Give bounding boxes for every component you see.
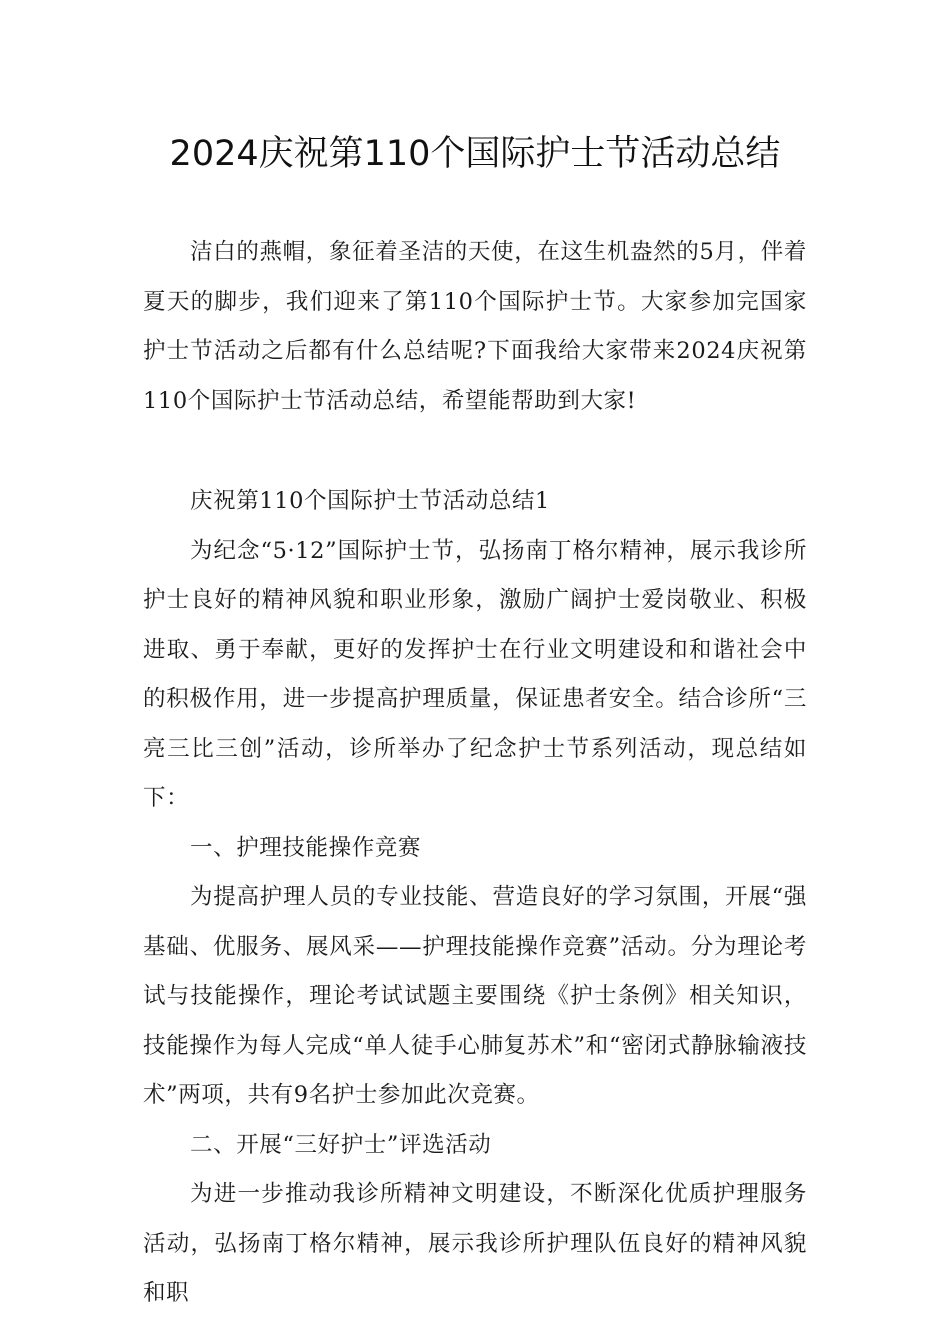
intro-paragraph: 洁白的燕帽，象征着圣洁的天使，在这生机盎然的5月，伴着夏天的脚步，我们迎来了第110个国际护士节。大家参加完国家护士节活动之后都有什么总结呢?下面我给大家带来2024庆祝第110个国际护士节活动总结，希望能帮助到大家! <box>143 239 807 414</box>
subsection-heading: 二、开展“三好护士”评选活动 <box>190 1131 492 1158</box>
body-paragraph: 为纪念“5·12”国际护士节，弘扬南丁格尔精神，展示我诊所护士良好的精神风貌和职业形象，激励广阔护士爱岗敬业、积极进取、勇于奉献，更好的发挥护士在行业文明建设和和谐社会中的积极作用，进一步提高护理质量，保证患者安全。结合诊所“三亮三比三创”活动，诊所举办了纪念护士节系列活动，现总结如下： <box>143 537 807 811</box>
section-spacer <box>143 426 807 477</box>
subsection-heading: 一、护理技能操作竞赛 <box>190 834 422 861</box>
section-heading: 庆祝第110个国际护士节活动总结1 <box>190 488 550 514</box>
body-paragraph: 为进一步推动我诊所精神文明建设，不断深化优质护理服务活动，弘扬南丁格尔精神，展示我诊所护理队伍良好的精神风貌和职 <box>143 1181 807 1306</box>
body-paragraph: 为提高护理人员的专业技能、营造良好的学习氛围，开展“强基础、优服务、展风采——护理技能操作竞赛”活动。分为理论考试与技能操作，理论考试试题主要围绕《护士条例》相关知识，技能操作为每人完成“单人徒手心肺复苏术”和“密闭式静脉输液技术”两项，共有9名护士参加此次竞赛。 <box>143 884 807 1108</box>
document-title: 2024庆祝第110个国际护士节活动总结 <box>169 134 781 174</box>
document-body <box>143 228 807 1319</box>
